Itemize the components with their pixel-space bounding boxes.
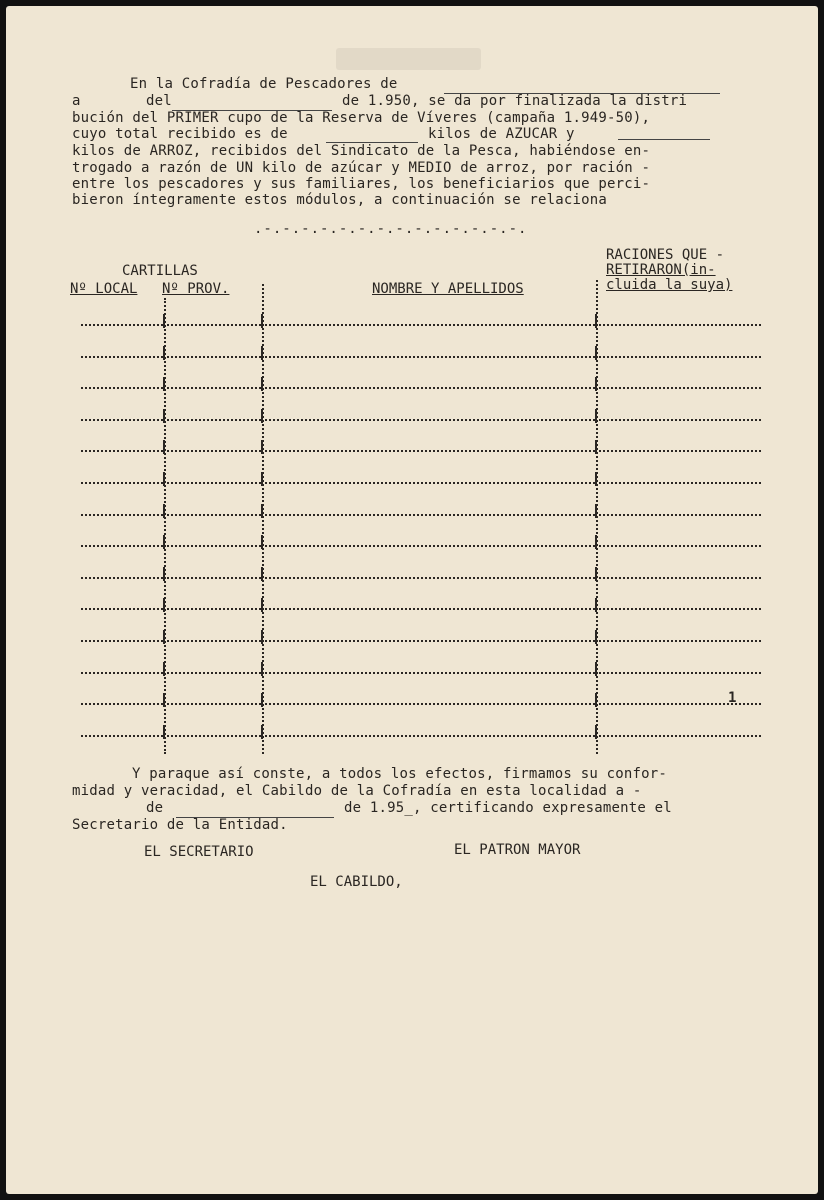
row-dots [81, 634, 163, 642]
row-dots [599, 381, 761, 389]
blank-arroz [618, 139, 710, 140]
row-separator [595, 472, 597, 486]
row-dots [599, 634, 761, 642]
row-separator [261, 725, 263, 739]
row-dots [167, 539, 261, 547]
row-dots [265, 602, 595, 610]
table-row [81, 508, 761, 522]
document-page [6, 6, 818, 1194]
table-row [81, 350, 761, 364]
row-dots [167, 508, 261, 516]
row-separator [163, 693, 165, 707]
row-separator [595, 504, 597, 518]
row-dots [265, 350, 595, 358]
header-raciones-1: RACIONES QUE - [606, 247, 725, 263]
header-prov: Nº PROV. [162, 281, 230, 297]
row-separator [595, 725, 597, 739]
row-separator [595, 314, 597, 328]
row-separator [595, 598, 597, 612]
row-separator [595, 409, 597, 423]
table-row [81, 318, 761, 332]
row-dots [265, 697, 595, 705]
header-nombre: NOMBRE Y APELLIDOS [372, 281, 524, 297]
row-dots [167, 350, 261, 358]
intro-line-6: trogado a razón de UN kilo de azúcar y MEDIO de arroz, por ración - [72, 160, 651, 176]
header-local: Nº LOCAL [70, 281, 138, 297]
row-separator [261, 377, 263, 391]
row-dots [599, 508, 761, 516]
header-raciones-3: cluida la suya) [606, 277, 733, 293]
row-dots [81, 697, 163, 705]
header-cartillas: CARTILLAS [122, 263, 198, 279]
row-separator [595, 630, 597, 644]
row-dots [81, 476, 163, 484]
row-dots [167, 697, 261, 705]
row-separator [163, 472, 165, 486]
row-dots [167, 413, 261, 421]
row-separator [163, 440, 165, 454]
separator-line: .-.-.-.-.-.-.-.-.-.-.-.-.-.-. [254, 221, 528, 237]
row-separator [261, 504, 263, 518]
redaction-blot [336, 48, 481, 70]
row-separator [261, 314, 263, 328]
row-dots [167, 729, 261, 737]
row-dots [81, 729, 163, 737]
table-row [81, 729, 761, 743]
row-dots [265, 571, 595, 579]
table-row [81, 539, 761, 553]
row-separator [163, 314, 165, 328]
intro-line-8: bieron íntegramente estos módulos, a continuación se relaciona [72, 192, 607, 208]
table-row [81, 697, 761, 711]
row-separator [163, 567, 165, 581]
row-dots [81, 508, 163, 516]
row-separator [163, 377, 165, 391]
row-dots [81, 602, 163, 610]
row-separator [261, 472, 263, 486]
row-separator [163, 662, 165, 676]
row-dots [81, 539, 163, 547]
row-dots [265, 444, 595, 452]
row-dots [599, 571, 761, 579]
table-row [81, 444, 761, 458]
table-row [81, 413, 761, 427]
row-dots [599, 666, 761, 674]
row-separator [261, 598, 263, 612]
row-dots [599, 476, 761, 484]
row-separator [261, 535, 263, 549]
row-dots [81, 444, 163, 452]
row-separator [595, 693, 597, 707]
row-separator [595, 662, 597, 676]
row-separator [261, 440, 263, 454]
row-dots [265, 508, 595, 516]
row-separator [163, 598, 165, 612]
header-raciones-2: RETIRARON(in- [606, 262, 716, 278]
row-dots [167, 666, 261, 674]
table-row [81, 634, 761, 648]
row-dots [167, 476, 261, 484]
row-dots [599, 697, 761, 705]
intro-line-7: entre los pescadores y sus familiares, los beneficiarios que perci- [72, 176, 651, 192]
row-dots [81, 666, 163, 674]
row-separator [163, 535, 165, 549]
row-separator [595, 346, 597, 360]
row-dots [81, 318, 163, 326]
row-dots [265, 413, 595, 421]
intro-line-1: En la Cofradía de Pescadores de [130, 76, 398, 92]
row-separator [261, 567, 263, 581]
intro-line-2-a: a [72, 93, 81, 109]
intro-line-2-del: del [146, 93, 172, 109]
row-dots [265, 729, 595, 737]
closing-line-2: midad y veracidad, el Cabildo de la Cofradía en esta localidad a - [72, 783, 642, 799]
signature-patron-mayor: EL PATRON MAYOR [454, 842, 581, 858]
table-row [81, 602, 761, 616]
row-dots [167, 634, 261, 642]
intro-line-4-a: cuyo total recibido es de [72, 126, 288, 142]
row-dots [167, 444, 261, 452]
row-dots [81, 381, 163, 389]
row-separator [163, 504, 165, 518]
row-dots [265, 318, 595, 326]
closing-line-4: Secretario de la Entidad. [72, 817, 288, 833]
row-dots [81, 413, 163, 421]
row-dots [81, 571, 163, 579]
row-dots [265, 634, 595, 642]
table-row [81, 381, 761, 395]
row-separator [261, 630, 263, 644]
row-dots [599, 318, 761, 326]
row-dots [599, 729, 761, 737]
row-separator [595, 567, 597, 581]
row-dots [167, 571, 261, 579]
row-dots [167, 381, 261, 389]
row-separator [595, 377, 597, 391]
row-separator [163, 409, 165, 423]
intro-line-4-b: kilos de AZUCAR y [428, 126, 575, 142]
intro-line-2-rest: de 1.950, se da por finalizada la distri [342, 93, 688, 109]
intro-line-5: kilos de ARROZ, recibidos del Sindicato de la Pesca, habiéndose en- [72, 143, 651, 159]
row-dots [599, 539, 761, 547]
table-row [81, 571, 761, 585]
row-dots [599, 444, 761, 452]
last-row-mark: 1 [728, 690, 737, 706]
row-dots [599, 602, 761, 610]
row-separator [163, 725, 165, 739]
row-separator [261, 346, 263, 360]
row-dots [265, 539, 595, 547]
signature-secretario: EL SECRETARIO [144, 844, 254, 860]
row-separator [163, 346, 165, 360]
row-dots [167, 318, 261, 326]
row-dots [599, 413, 761, 421]
row-dots [599, 350, 761, 358]
row-separator [261, 662, 263, 676]
row-dots [265, 476, 595, 484]
row-dots [265, 381, 595, 389]
row-separator [261, 693, 263, 707]
table-row [81, 476, 761, 490]
intro-line-3: bución del PRIMER cupo de la Reserva de Víveres (campaña 1.949-50), [72, 110, 651, 126]
table-row [81, 666, 761, 680]
row-separator [261, 409, 263, 423]
signature-cabildo: EL CABILDO, [310, 874, 403, 890]
row-dots [81, 350, 163, 358]
closing-line-3-de: de [146, 800, 164, 816]
column-separator-1 [164, 298, 166, 754]
row-separator [595, 440, 597, 454]
closing-line-1: Y paraque así conste, a todos los efectos, firmamos su confor- [132, 766, 667, 782]
row-separator [595, 535, 597, 549]
row-separator [163, 630, 165, 644]
row-dots [265, 666, 595, 674]
closing-line-3-rest: de 1.95_, certificando expresamente el [344, 800, 672, 816]
row-dots [167, 602, 261, 610]
